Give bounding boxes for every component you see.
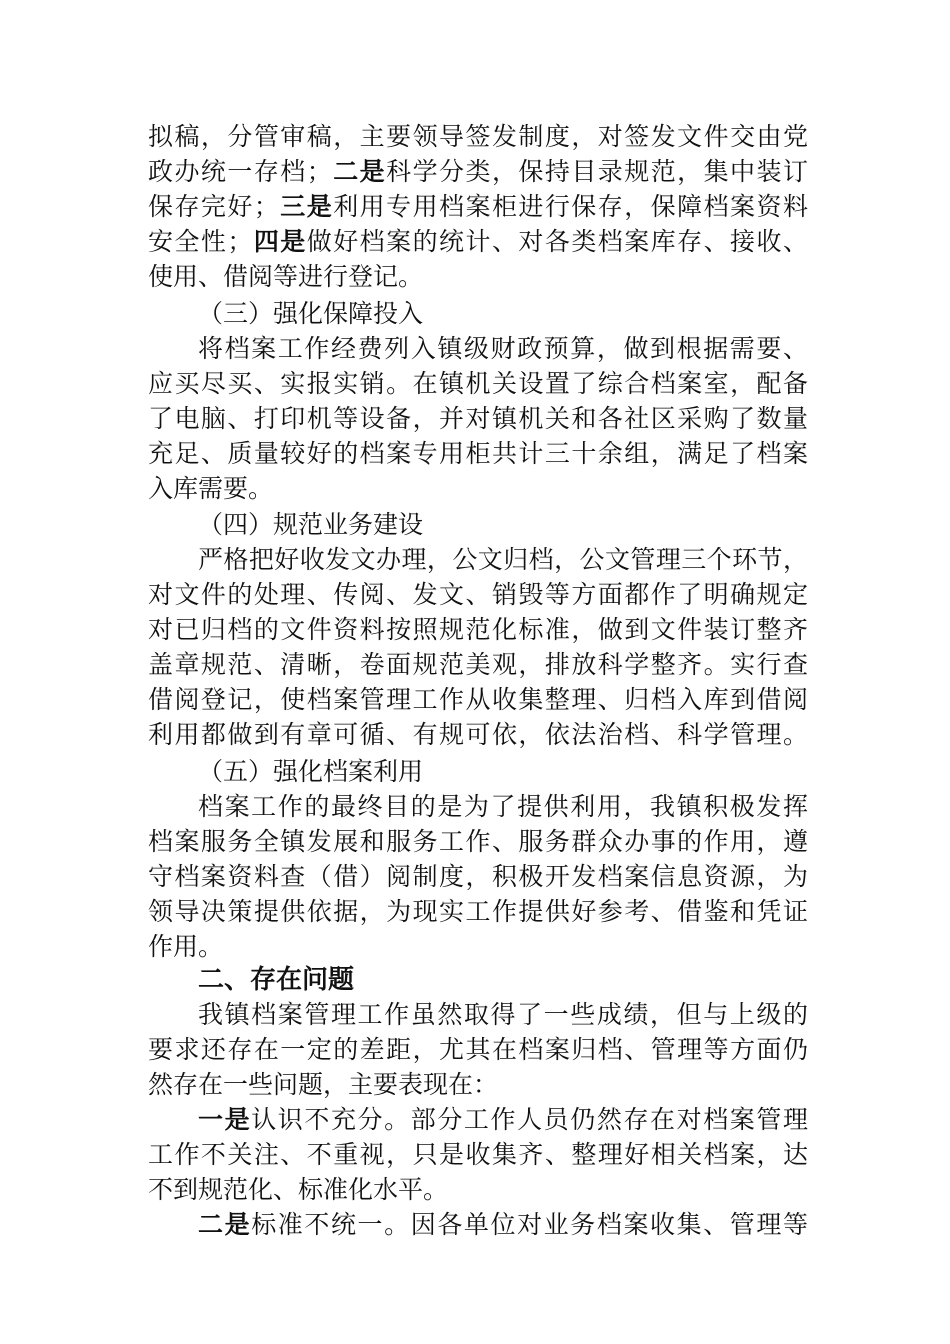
text-line: 档案服务全镇发展和服务工作、服务群众办事的作用，遵 xyxy=(148,827,808,856)
bold-lead: 四是 xyxy=(252,227,307,256)
text-line: 二是标准不统一。因各单位对业务档案收集、管理等 xyxy=(198,1210,808,1239)
text-line: 我镇档案管理工作虽然取得了一些成绩，但与上级的 xyxy=(198,1000,808,1029)
text-line: 利用都做到有章可循、有规可依，依法治档、科学管理。 xyxy=(148,720,808,749)
text-line: 守档案资料查（借）阅制度，积极开发档案信息资源，为 xyxy=(148,862,808,891)
section-heading: （三）强化保障投入 xyxy=(198,299,424,328)
text-line: 作用。 xyxy=(148,932,224,961)
text-line: 对文件的处理、传阅、发文、销毁等方面都作了明确规定 xyxy=(148,580,808,609)
text-line: 档案工作的最终目的是为了提供利用，我镇积极发挥 xyxy=(198,792,808,821)
text-line: 一是认识不充分。部分工作人员仍然存在对档案管理 xyxy=(198,1105,808,1134)
text-line: 盖章规范、清晰，卷面规范美观，排放科学整齐。实行查 xyxy=(148,650,808,679)
bold-lead: 一是 xyxy=(198,1105,252,1134)
text-line: 了电脑、打印机等设备，并对镇机关和各社区采购了数量 xyxy=(148,404,808,433)
text-line: 将档案工作经费列入镇级财政预算，做到根据需要、 xyxy=(198,334,808,363)
bold-lead: 二是 xyxy=(331,157,387,186)
text-line: 充足、质量较好的档案专用柜共计三十余组，满足了档案 xyxy=(148,439,808,468)
text-line: 保存完好；三是利用专用档案柜进行保存，保障档案资料 xyxy=(148,192,808,221)
text-line: 借阅登记，使档案管理工作从收集整理、归档入库到借阅 xyxy=(148,685,808,714)
text-line: 对已归档的文件资料按照规范化标准，做到文件装订整齐 xyxy=(148,615,808,644)
text-line: 领导决策提供依据，为现实工作提供好参考、借鉴和凭证 xyxy=(148,897,808,926)
text-line: 拟稿，分管审稿，主要领导签发制度，对签发文件交由党 xyxy=(148,122,808,151)
text-line: 政办统一存档；二是科学分类，保持目录规范，集中装订 xyxy=(148,157,808,186)
text-line: 工作不关注、不重视，只是收集齐、整理好相关档案，达 xyxy=(148,1140,808,1169)
text-line: 应买尽买、实报实销。在镇机关设置了综合档案室，配备 xyxy=(148,369,808,398)
text-line: 不到规范化、标准化水平。 xyxy=(148,1175,449,1204)
bold-lead: 二是 xyxy=(198,1210,252,1239)
bold-lead: 三是 xyxy=(278,192,334,221)
text-line: 然存在一些问题，主要表现在： xyxy=(148,1070,499,1099)
text-line: 严格把好收发文办理，公文归档，公文管理三个环节， xyxy=(198,545,808,574)
text-line: 入库需要。 xyxy=(148,474,274,503)
text-line: 安全性；四是做好档案的统计、对各类档案库存、接收、 xyxy=(148,227,808,256)
text-line: 要求还存在一定的差距，尤其在档案归档、管理等方面仍 xyxy=(148,1035,808,1064)
section-heading: （五）强化档案利用 xyxy=(198,757,424,786)
chapter-heading: 二、存在问题 xyxy=(198,965,355,995)
text-line: 使用、借阅等进行登记。 xyxy=(148,262,424,291)
section-heading: （四）规范业务建设 xyxy=(198,510,424,539)
